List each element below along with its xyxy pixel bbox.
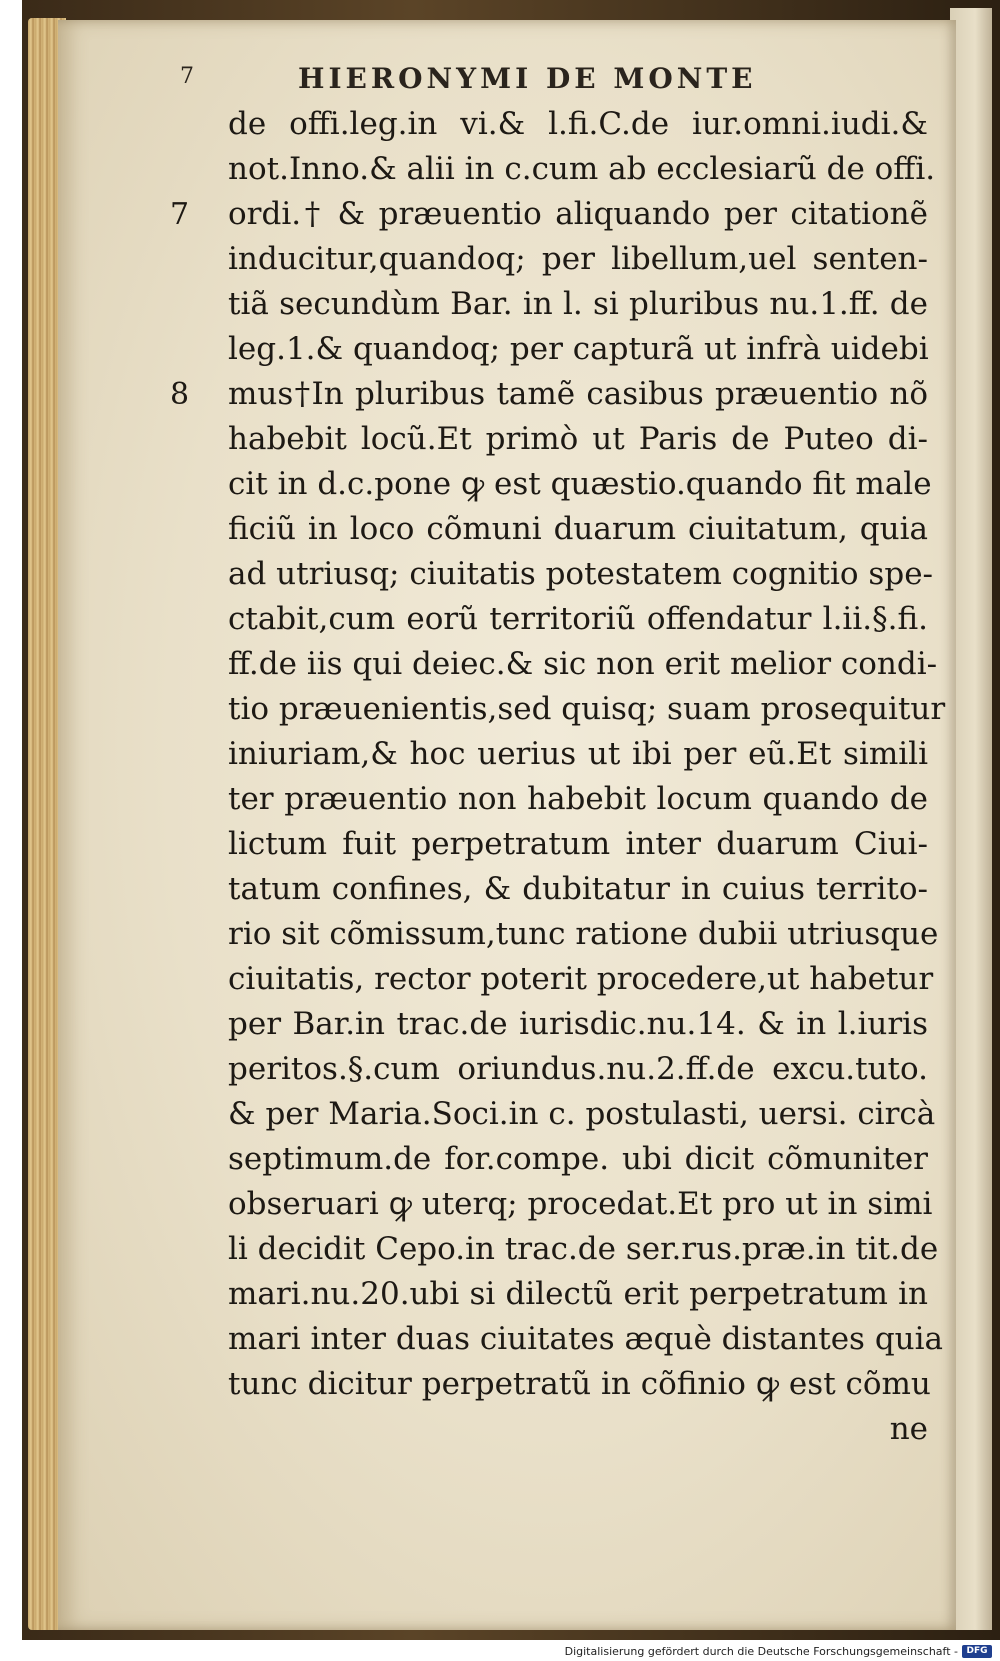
line-text: tiã secundùm Bar. in l. si pluribus nu.1.ff. de — [228, 286, 928, 322]
marginal-number: 7 — [170, 197, 190, 232]
line-text: ciuitatis, rector poterit procedere,ut habetur — [228, 961, 934, 997]
text-line — [228, 282, 958, 327]
line-text: inducitur,quandoq; per libellum,uel senten- — [228, 241, 928, 277]
text-line — [228, 147, 958, 192]
line-text: mari.nu.20.ubi si dilectũ erit perpetratum in — [228, 1276, 928, 1312]
folio-number: 7 — [180, 64, 194, 89]
line-text: lictum fuit perpetratum inter duarum Ciui- — [228, 826, 928, 862]
text-line — [170, 372, 958, 417]
text-line — [228, 552, 958, 597]
line-text: ff.de iis qui deiec.& sic non erit melior condi- — [228, 646, 938, 682]
text-line — [170, 192, 958, 237]
text-line — [228, 1092, 958, 1137]
line-text: ad utriusq; ciuitatis potestatem cognitio spe- — [228, 556, 934, 592]
line-text: rio sit cõmissum,tunc ratione dubii utriusque — [228, 916, 939, 952]
text-block — [170, 102, 958, 1452]
line-text: iniuriam,& hoc uerius ut ibi per eũ.Et simili — [228, 736, 928, 772]
text-line — [228, 417, 958, 462]
marginal-number: 8 — [170, 377, 190, 412]
text-line — [228, 1047, 958, 1092]
line-text: li decidit Cepo.in trac.de ser.rus.præ.in tit.de — [228, 1231, 939, 1267]
line-text: per Bar.in trac.de iurisdic.nu.14. & in l.iuris — [228, 1006, 928, 1042]
running-head: HIERONYMI DE MONTE — [298, 62, 757, 95]
text-line — [228, 1137, 958, 1182]
line-text: ficiũ in loco cõmuni duarum ciuitatum, quia — [228, 511, 928, 547]
text-line — [228, 1227, 958, 1272]
page-content — [58, 20, 956, 1630]
line-text: & per Maria.Soci.in c. postulasti, uersi. circà — [228, 1096, 936, 1132]
line-text: ne — [889, 1411, 928, 1447]
text-line — [228, 327, 958, 372]
text-line — [228, 462, 958, 507]
text-line — [228, 687, 958, 732]
text-line — [228, 507, 958, 552]
line-text: obseruari ꝙ uterq; procedat.Et pro ut in simi — [228, 1186, 933, 1222]
text-line — [228, 237, 958, 282]
line-text: peritos.§.cum oriundus.nu.2.ff.de excu.tuto. — [228, 1051, 928, 1087]
text-line — [228, 777, 958, 822]
line-text: ordi.† & præuentio aliquando per citationẽ — [228, 196, 928, 232]
text-line — [228, 957, 958, 1002]
line-text: not.Inno.& alii in c.cum ab ecclesiarũ de offi. — [228, 151, 936, 187]
digitization-footer — [0, 1644, 1000, 1661]
text-line — [228, 102, 958, 147]
line-text: mari inter duas ciuitates æquè distantes quia — [228, 1321, 944, 1357]
text-line — [228, 642, 958, 687]
funding-credit: Digitalisierung gefördert durch die Deutsche Forschungsgemeinschaft - — [564, 1645, 958, 1658]
text-line — [228, 1407, 958, 1452]
text-line — [228, 597, 958, 642]
text-line — [228, 1362, 958, 1407]
line-text: habebit locũ.Et primò ut Paris de Puteo di- — [228, 421, 928, 457]
line-text: mus†In pluribus tamẽ casibus præuentio nõ — [228, 376, 928, 412]
text-line — [228, 912, 958, 957]
line-text: septimum.de for.compe. ubi dicit cõmuniter — [228, 1141, 928, 1177]
text-line — [228, 1317, 958, 1362]
line-text: cit in d.c.pone ꝙ est quæstio.quando fit male — [228, 466, 932, 502]
dfg-logo: DFG — [962, 1645, 992, 1658]
text-line — [228, 732, 958, 777]
line-text: tatum confines, & dubitatur in cuius territo- — [228, 871, 928, 907]
text-line — [228, 1272, 958, 1317]
book-page — [58, 20, 956, 1630]
line-text: leg.1.& quandoq; per capturã ut infrà uidebi — [228, 331, 929, 367]
text-line — [228, 867, 958, 912]
line-text: ter præuentio non habebit locum quando de — [228, 781, 928, 817]
line-text: ctabit,cum eorũ territoriũ offendatur l.ii.§.fi. — [228, 601, 928, 637]
text-line — [228, 822, 958, 867]
line-text: tio præuenientis,sed quisq; suam prosequitur — [228, 691, 946, 727]
text-line — [228, 1002, 958, 1047]
text-line — [228, 1182, 958, 1227]
line-text: tunc dicitur perpetratũ in cõfinio ꝙ est cõmu — [228, 1366, 931, 1402]
line-text: de offi.leg.in vi.& l.fi.C.de iur.omni.iudi.& — [228, 106, 928, 142]
